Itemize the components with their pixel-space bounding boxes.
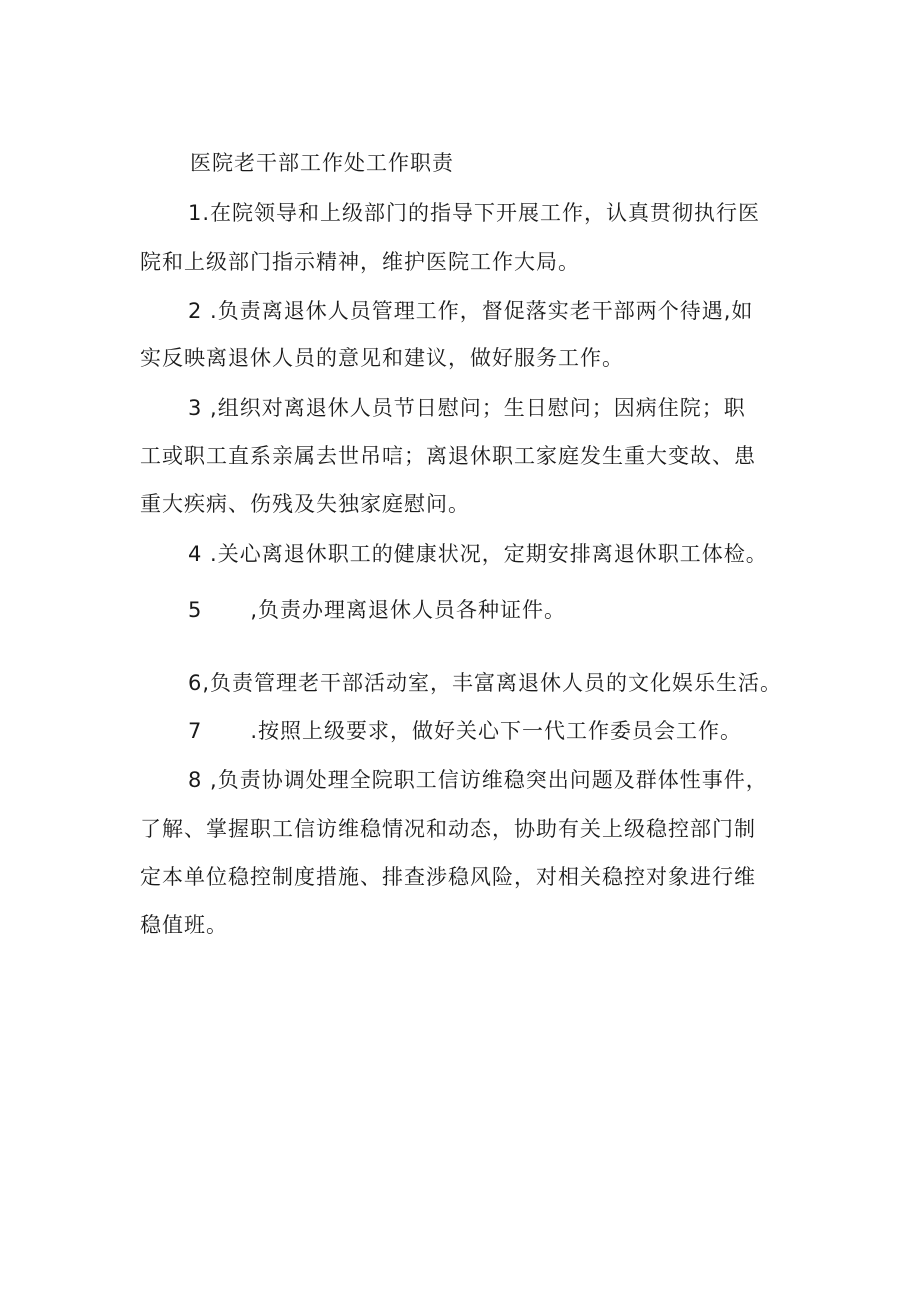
item-5-number: 5 (188, 598, 203, 622)
item-5-line (188, 595, 566, 625)
item-7-number: 7 (188, 719, 203, 743)
item-6-line-1: 6,负责管理老干部活动室，丰富离退休人员的文化娱乐生活。 (188, 671, 783, 695)
item-2-line-1: 2 .负责离退休人员管理工作，督促落实老干部两个待遇,如 (188, 299, 754, 323)
document-title: 医院老干部工作处工作职责 (190, 151, 454, 175)
item-3-line-1: 3 ,组织对离退休人员节日慰问；生日慰问；因病住院；职 (188, 396, 746, 420)
item-7-text: .按照上级要求，做好关心下一代工作委员会工作。 (250, 719, 743, 743)
item-5-text: ,负责办理离退休人员各种证件。 (250, 598, 567, 622)
item-1-line-1: 1.在院领导和上级部门的指导下开展工作，认真贯彻执行医 (188, 201, 761, 225)
item-8-line-3: 定本单位稳控制度措施、排查涉稳风险，对相关稳控对象进行维 (140, 865, 756, 889)
item-8-line-4: 稳值班。 (140, 913, 228, 937)
item-7-line (188, 716, 742, 746)
item-8-line-1: 8 ,负责协调处理全院职工信访维稳突出问题及群体性事件， (188, 768, 768, 792)
item-2-line-2: 实反映离退休人员的意见和建议，做好服务工作。 (140, 346, 624, 370)
item-3-line-3: 重大疾病、伤残及失独家庭慰问。 (140, 492, 470, 516)
item-4-line-1: 4 .关心离退休职工的健康状况，定期安排离退休职工体检。 (188, 542, 768, 566)
item-1-line-2: 院和上级部门指示精神，维护医院工作大局。 (140, 250, 580, 274)
item-8-line-2: 了解、掌握职工信访维稳情况和动态，协助有关上级稳控部门制 (140, 817, 756, 841)
item-3-line-2: 工或职工直系亲属去世吊唁；离退休职工家庭发生重大变故、患 (140, 444, 756, 468)
